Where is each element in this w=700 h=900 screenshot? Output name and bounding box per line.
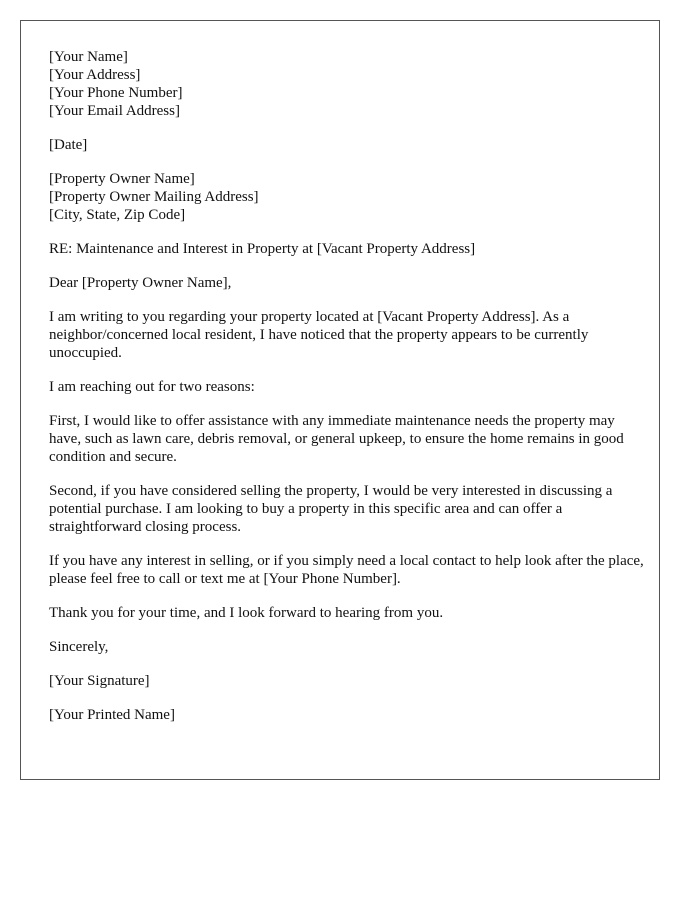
recipient-mailing-address: [Property Owner Mailing Address]	[49, 189, 259, 205]
sender-phone: [Your Phone Number]	[49, 85, 183, 101]
printed-name: [Your Printed Name]	[49, 707, 175, 723]
sender-address: [Your Address]	[49, 67, 141, 83]
letter-date: [Date]	[49, 137, 88, 153]
date-line	[49, 136, 649, 154]
body-paragraph-6: Thank you for your time, and I look forward to hearing from you.	[49, 605, 444, 621]
body-paragraph-1: I am writing to you regarding your property located at [Vacant Property Address]. As a neighbor/concerned local resident, I have noticed that the property appears to be currently unoccupied.	[49, 309, 589, 361]
letter-content	[49, 48, 649, 740]
recipient-block	[49, 170, 649, 224]
recipient-city-state-zip: [City, State, Zip Code]	[49, 207, 186, 223]
subject-line: RE: Maintenance and Interest in Property at [Vacant Property Address]	[49, 241, 476, 257]
body-paragraph-5: If you have any interest in selling, or if you simply need a local contact to help look after the place, please feel free to call or text me at [Your Phone Number].	[49, 553, 644, 587]
sender-name: [Your Name]	[49, 49, 128, 65]
signature-placeholder: [Your Signature]	[49, 673, 150, 689]
body-paragraph-3: First, I would like to offer assistance with any immediate maintenance needs the property may have, such as lawn care, debris removal, or general upkeep, to ensure the home remains in good condition and secure.	[49, 413, 624, 465]
sender-email: [Your Email Address]	[49, 103, 180, 119]
body-paragraph-2: I am reaching out for two reasons:	[49, 379, 255, 395]
recipient-name: [Property Owner Name]	[49, 171, 195, 187]
sender-block	[49, 48, 649, 120]
body-paragraph-4: Second, if you have considered selling the property, I would be very interested in discussing a potential purchase. I am looking to buy a property in this specific area and can offer a straightforward closing process.	[49, 483, 613, 535]
salutation: Dear [Property Owner Name],	[49, 275, 232, 291]
letter-page	[20, 20, 660, 780]
closing: Sincerely,	[49, 639, 109, 655]
